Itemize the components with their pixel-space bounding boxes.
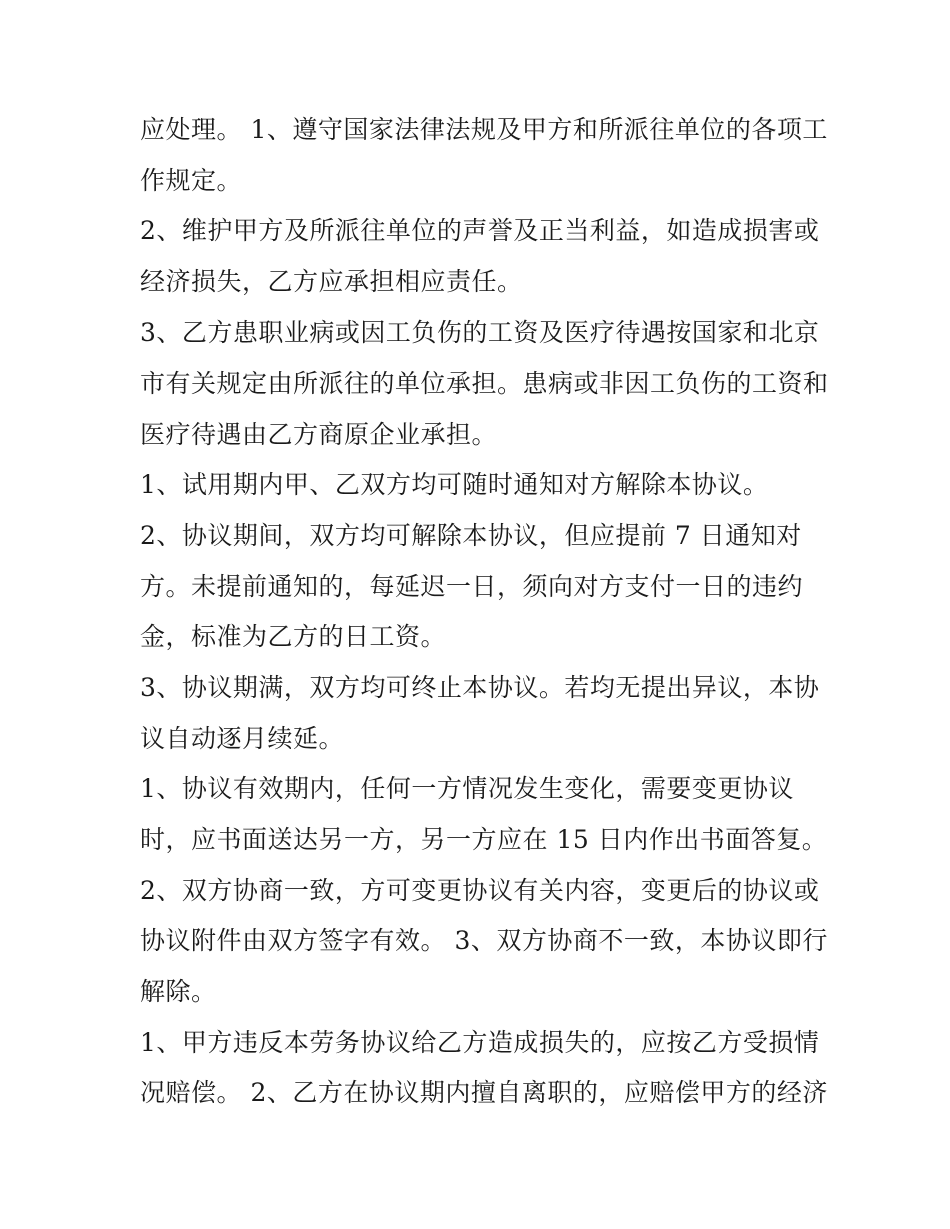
text-line-11: 金，标准为乙方的日工资。 [140, 622, 447, 651]
text-line-8: 1、试用期内甲、乙双方均可随时通知对方解除本协议。 [140, 470, 769, 499]
text-line-14: 1、协议有效期内，任何一方情况发生变化，需要变更协议 [140, 774, 794, 803]
text-line-12: 3、协议期满，双方均可终止本协议。若均无提出异议，本协 [140, 673, 820, 702]
text-line-7: 医疗待遇由乙方商原企业承担。 [140, 420, 498, 449]
text-line-9: 2、协议期间，双方均可解除本协议，但应提前 7 日通知对 [140, 521, 802, 550]
text-line-20: 况赔偿。 2、乙方在协议期内擅自离职的，应赔偿甲方的经济 [140, 1078, 828, 1107]
text-line-4: 经济损失，乙方应承担相应责任。 [140, 267, 523, 296]
text-line-5: 3、乙方患职业病或因工负伤的工资及医疗待遇按国家和北京 [140, 318, 820, 347]
text-line-6: 市有关规定由所派往的单位承担。患病或非因工负伤的工资和 [140, 369, 829, 398]
text-line-10: 方。未提前通知的，每延迟一日，须向对方支付一日的违约 [140, 572, 804, 601]
text-line-1: 应处理。 1、遵守国家法律法规及甲方和所派往单位的各项工 [140, 115, 828, 144]
text-line-19: 1、甲方违反本劳务协议给乙方造成损失的，应按乙方受损情 [140, 1028, 820, 1057]
text-line-15: 时，应书面送达另一方，另一方应在 15 日内作出书面答复。 [140, 825, 828, 854]
text-line-3: 2、维护甲方及所派往单位的声誉及正当利益，如造成损害或 [140, 216, 820, 245]
text-line-17: 协议附件由双方签字有效。 3、双方协商不一致，本协议即行 [140, 926, 828, 955]
text-line-16: 2、双方协商一致，方可变更协议有关内容，变更后的协议或 [140, 876, 820, 905]
text-line-18: 解除。 [140, 977, 217, 1006]
text-line-2: 作规定。 [140, 166, 243, 195]
text-line-13: 议自动逐月续延。 [140, 724, 345, 753]
